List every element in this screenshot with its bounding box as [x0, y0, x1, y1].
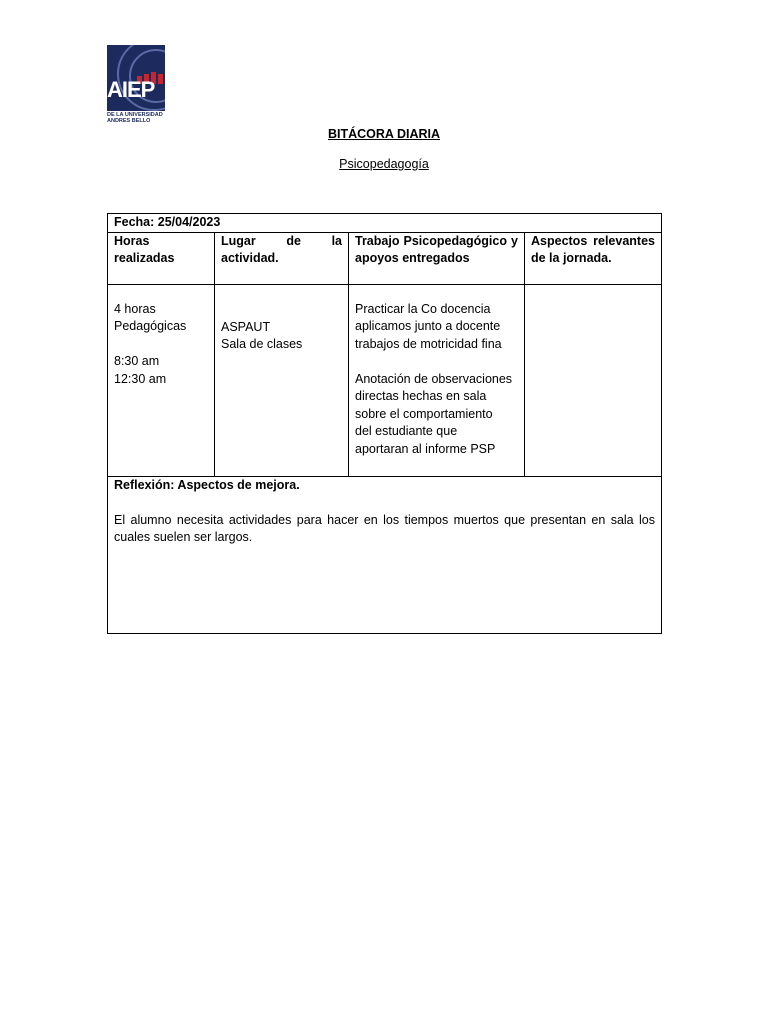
header-horas: Horas realizadas [108, 232, 215, 284]
date-row [108, 214, 662, 233]
entry-row [108, 284, 662, 476]
cell-trabajo: Practicar la Co docencia aplicamos junto a docente trabajos de motricidad fina Anotación de observaciones directas hechas en sala sobre el comportamiento del estudiante que aportaran al informe PSP [349, 284, 525, 476]
logo-brand: AIEP [107, 77, 155, 102]
cell-reflexion [108, 476, 662, 633]
logo-subtitle: DE LA UNIVERSIDAD ANDRES BELLO [107, 112, 163, 124]
cell-aspectos [525, 284, 662, 476]
document-subtitle: Psicopedagogía [339, 157, 429, 171]
reflexion-label: Reflexión: Aspectos de mejora. [114, 477, 300, 492]
log-table [107, 213, 662, 634]
header-aspectos: Aspectos relevantes de la jornada. [525, 232, 662, 284]
reflexion-row [108, 476, 662, 633]
document-title: BITÁCORA DIARIA [327, 127, 441, 141]
header-trabajo: Trabajo Psicopedagógico y apoyos entregados [349, 232, 525, 284]
logo-emblem [107, 45, 165, 111]
reflexion-text-line2: cuales suelen ser largos. [114, 530, 253, 544]
aiep-logo [107, 45, 165, 125]
header-lugar: Lugar de la actividad. [215, 232, 349, 284]
header-row [108, 232, 662, 284]
date-cell: Fecha: 25/04/2023 [108, 214, 662, 233]
cell-horas: 4 horas Pedagógicas 8:30 am 12:30 am [108, 284, 215, 476]
reflexion-text-line1: El alumno necesita actividades para hacer en los tiempos muertos que presentan en sala los [114, 512, 655, 527]
cell-lugar: ASPAUT Sala de clases [215, 284, 349, 476]
